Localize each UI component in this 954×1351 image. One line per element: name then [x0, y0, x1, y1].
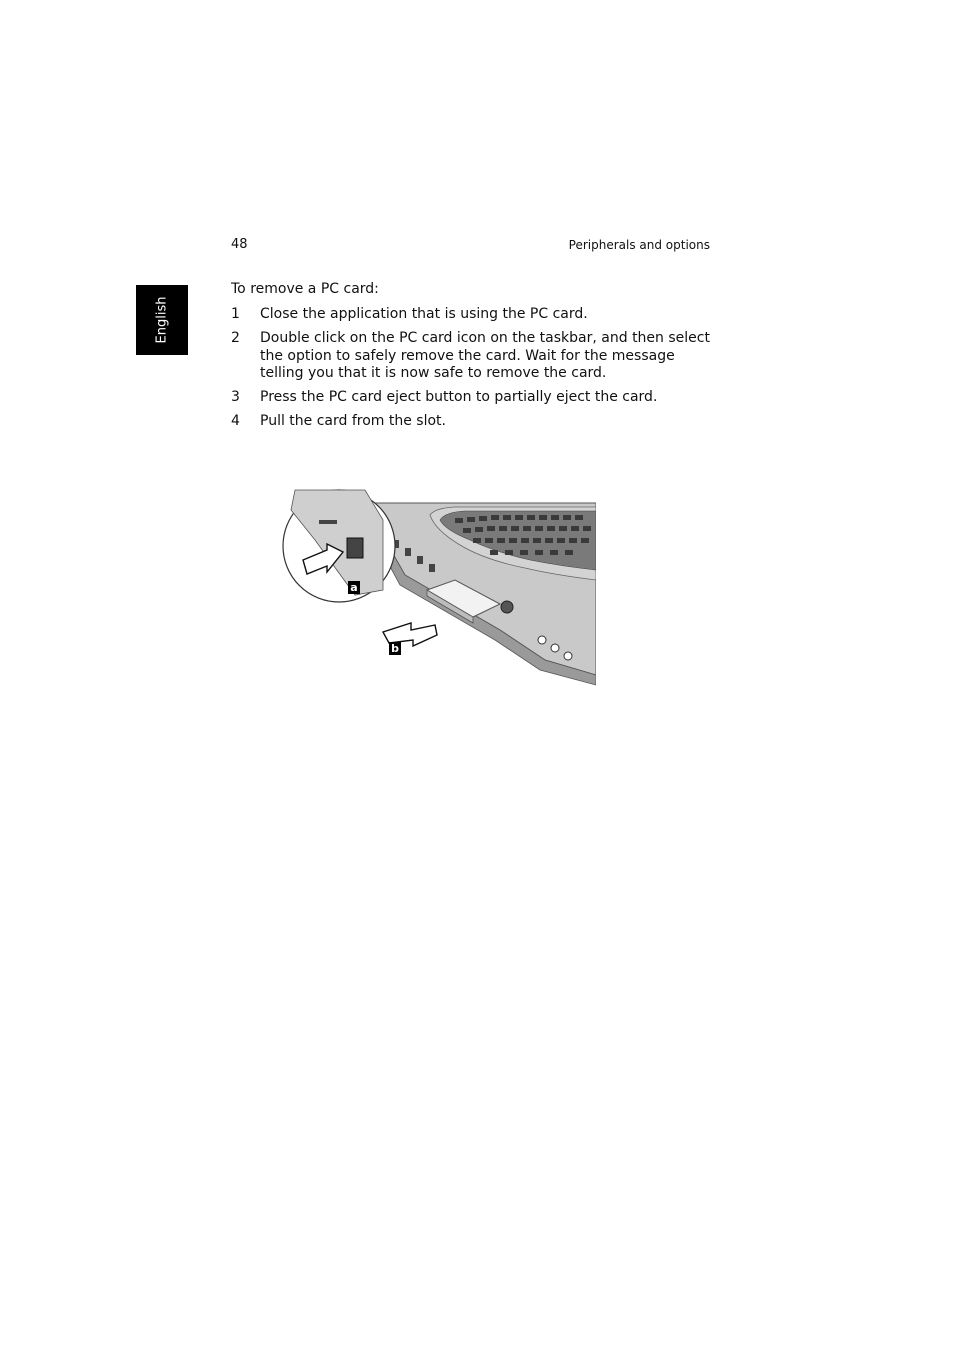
step-number: 3 [231, 389, 240, 405]
step-number: 1 [231, 306, 240, 322]
list-item [231, 330, 711, 383]
svg-text:a: a [350, 581, 358, 594]
callout-b [389, 642, 401, 655]
eject-button-zoom-inset [283, 490, 395, 602]
section-title: Peripherals and options [568, 238, 710, 252]
step-text: Close the application that is using the PC card. [260, 306, 588, 322]
laptop-body [375, 503, 596, 685]
steps-list [231, 306, 711, 437]
language-tab [136, 285, 188, 355]
step-text: Press the PC card eject button to partially eject the card. [260, 389, 658, 405]
step-number: 4 [231, 413, 240, 429]
callout-a [348, 581, 360, 594]
list-item [231, 389, 711, 407]
language-tab-label: English [154, 296, 170, 344]
step-number: 2 [231, 330, 240, 346]
list-item [231, 306, 711, 324]
intro-text: To remove a PC card: [231, 281, 379, 297]
list-item [231, 413, 711, 431]
step-text: Pull the card from the slot. [260, 413, 446, 429]
svg-text:b: b [391, 642, 399, 655]
step-text: Double click on the PC card icon on the taskbar, and then select the option to safely remove the card. Wait for the message telling you that it is now safe to remove the card. [260, 330, 710, 381]
pc-card-removal-illustration [255, 480, 596, 688]
page-number: 48 [231, 237, 248, 252]
